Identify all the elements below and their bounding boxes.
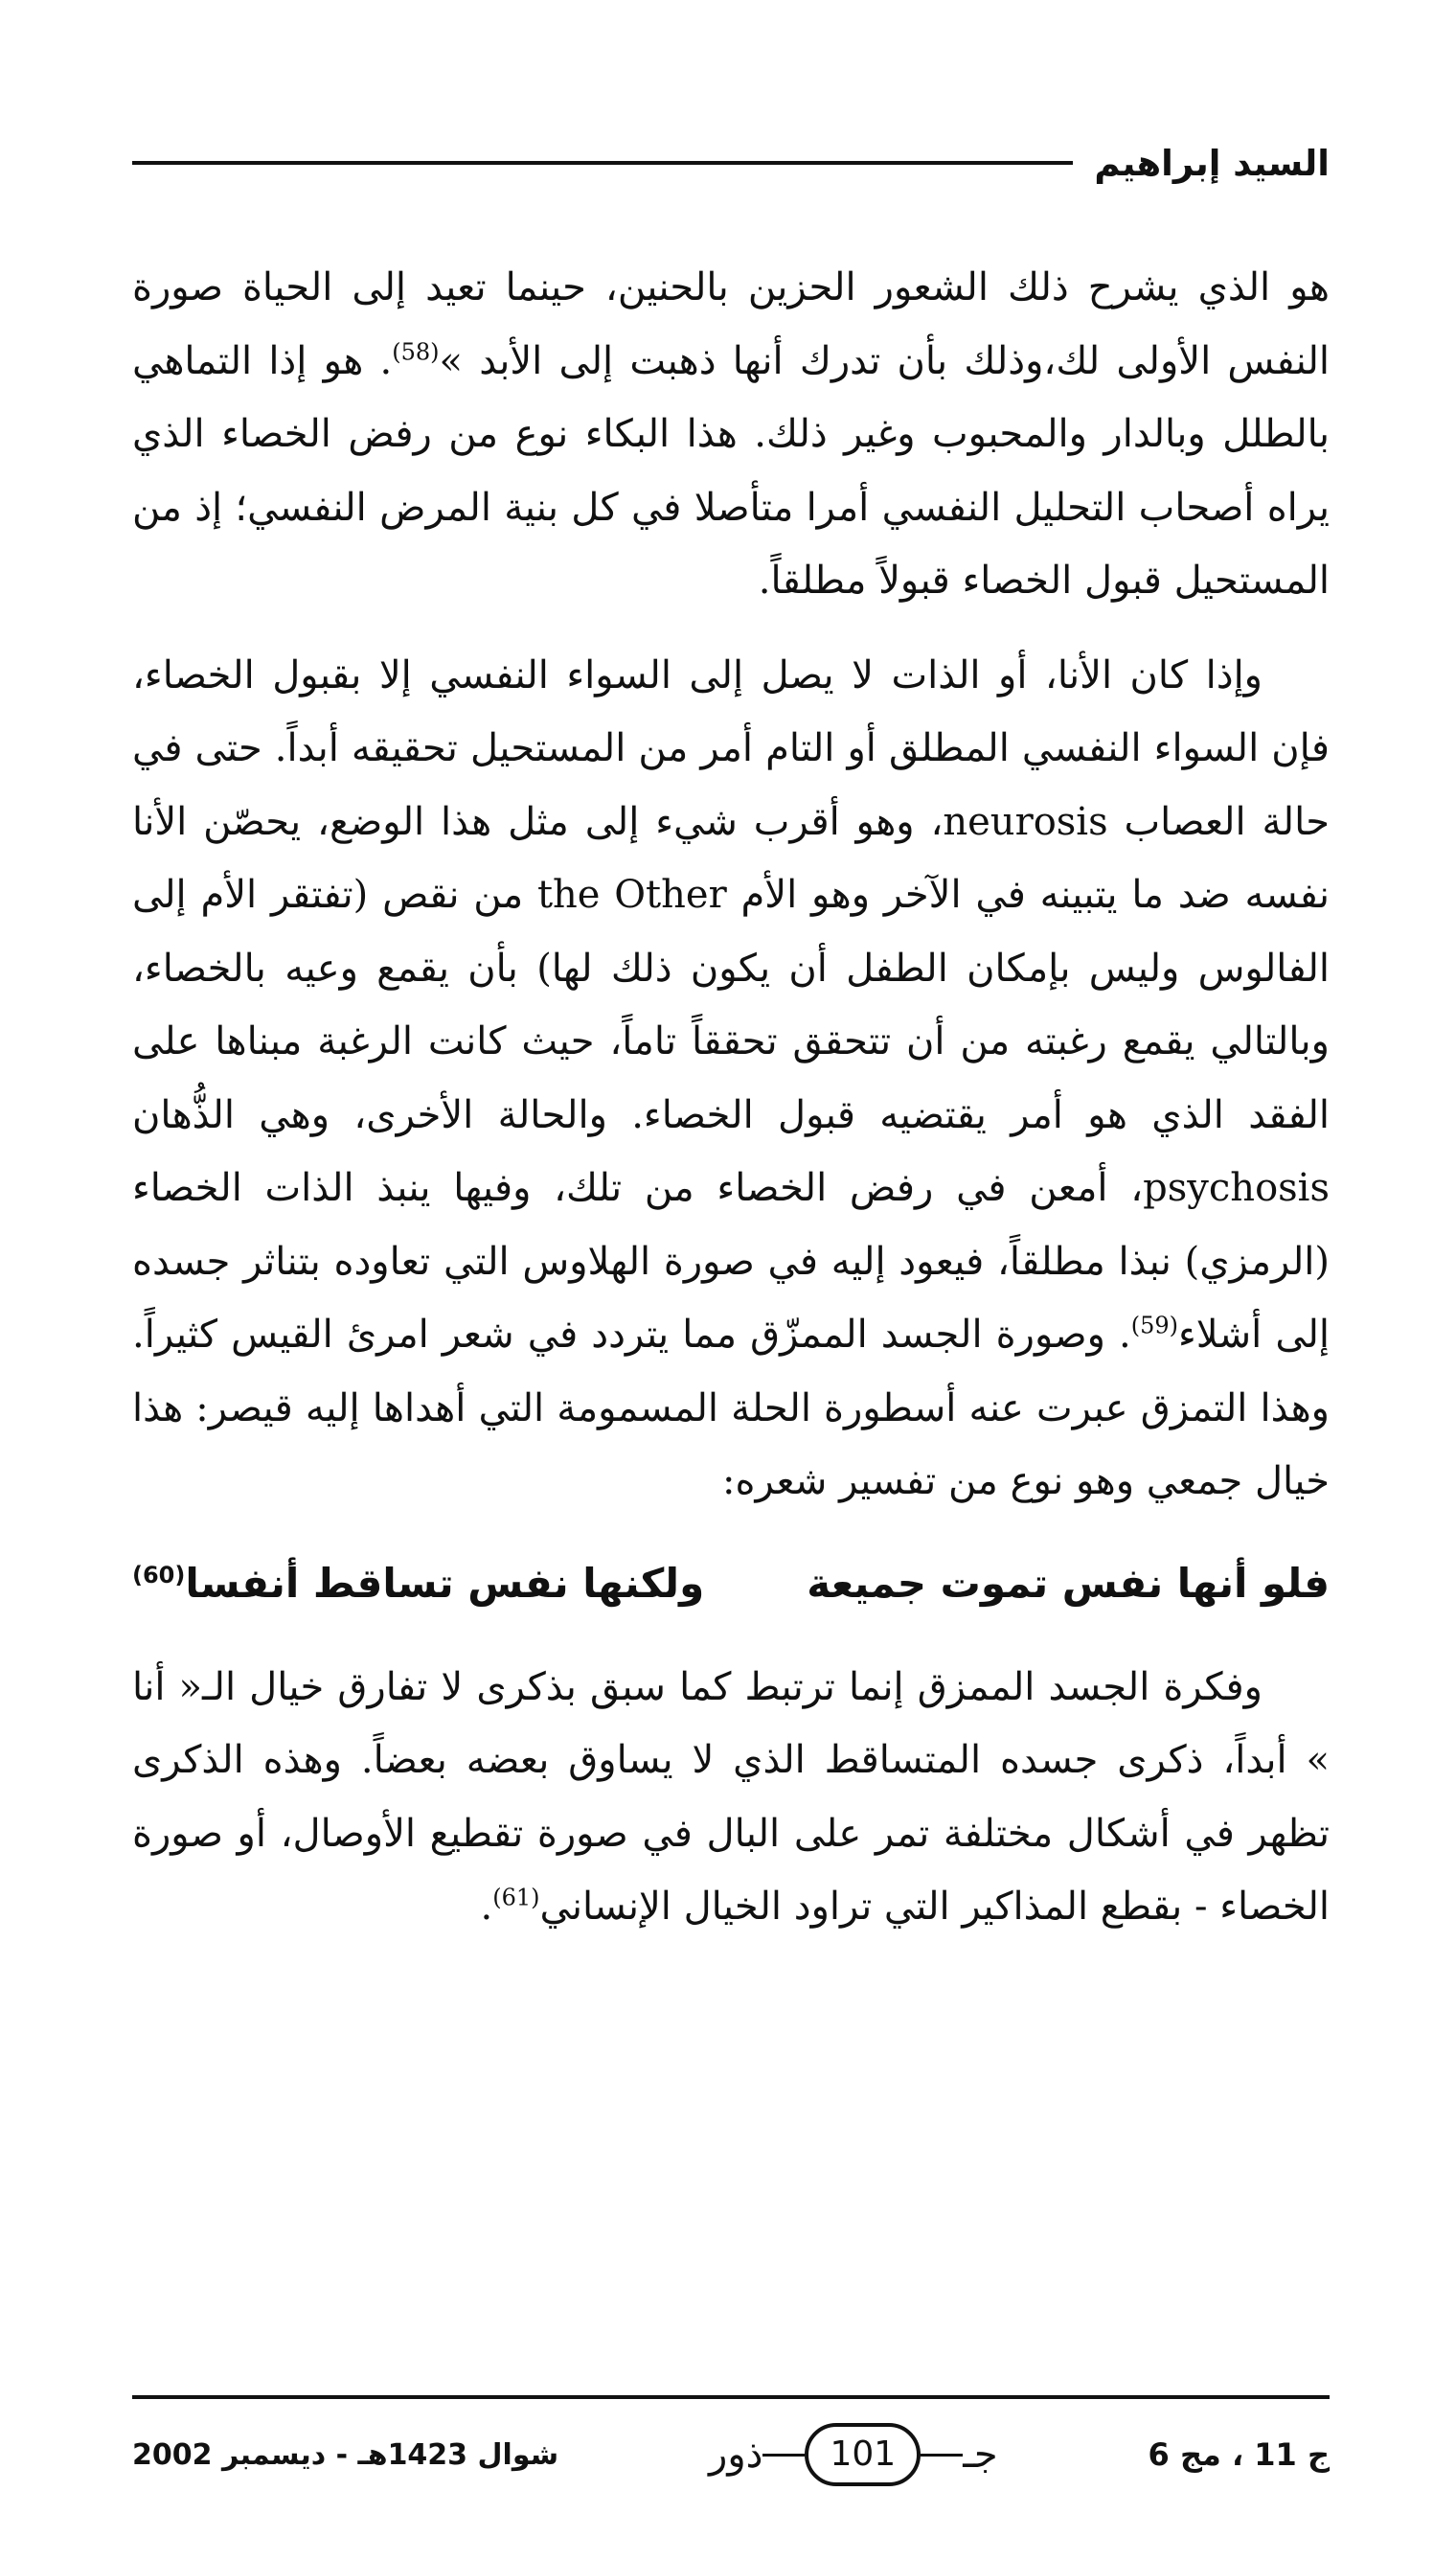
paragraph-2 <box>132 639 1330 1519</box>
verse-second-hemistich-text: ولكنها نفس تساقط أنفسا <box>185 1559 705 1607</box>
journal-logo-line <box>762 2454 805 2457</box>
paragraph-1 <box>132 251 1330 618</box>
verse-line <box>132 1545 1330 1622</box>
paragraph-2-text-c: من نقص (تفتقر الأم إلى الفالوس وليس بإمكان الطفل أن يكون ذلك لها) بأن يقمع وعيه بالخصاء، وبالتالي يقمع رغبته من أن تتحقق تحققاً تاماً، حيث كانت الرغبة مبناها على الفقد الذي هو أمر يقتضيه قبول الخصاء. والحالة الأخرى، وهي الذُّهان <box>132 873 1330 1137</box>
paragraph-3 <box>132 1651 1330 1944</box>
header-rule <box>132 161 1073 165</box>
paragraph-3-end: . <box>480 1885 493 1929</box>
paragraph-1-end: . هو إذا التماهي بالطلل وبالدار والمحبوب وغير ذلك. هذا البكاء نوع من رفض الخصاء الذي يراه أصحاب التحليل النفسي أمرا متأصلا في كل بنية المرض النفسي؛ إذ من المستحيل قبول الخصاء قبولاً مطلقاً. <box>132 338 1330 603</box>
journal-logo-left: جـ <box>963 2433 998 2477</box>
verse-first-hemistich: فلو أنها نفس تموت جميعة <box>807 1559 1330 1607</box>
term-psychosis: psychosis <box>1143 1166 1330 1210</box>
page-footer <box>132 2416 1330 2493</box>
journal-logo-right: ذور <box>709 2433 763 2477</box>
article-body <box>132 251 1330 1944</box>
footer-issue: ج 11 ، مج 6 <box>1148 2436 1330 2473</box>
footnote-ref-61: (61) <box>492 1884 540 1911</box>
paragraph-2-text-e: . وصورة الجسد الممزّق مما يتردد في شعر امرئ القيس كثيراً. وهذا التمزق عبرت عنه أسطورة الحلة المسمومة التي أهداها إليه قيصر: هذا خيال جمعي وهو نوع من تفسير شعره: <box>132 1313 1330 1503</box>
paragraph-3-text: وفكرة الجسد الممزق إنما ترتبط كما سبق بذكرى لا تفارق خيال الـ« أنا » أبداً، ذكرى جسده المتساقط الذي لا يساوق بعضه بعضاً. وهذه الذكرى تظهر في أشكال مختلفة تمر على البال في صورة تقطيع الأوصال، أو صورة الخصاء - بقطع المذاكير التي تراود الخيال الإنساني <box>132 1664 1330 1929</box>
footnote-ref-58: (58) <box>392 338 440 366</box>
verse-second-hemistich <box>132 1545 704 1622</box>
paragraph-2-text-d: ، أمعن في رفض الخصاء من تلك، وفيها ينبذ الذات الخصاء (الرمزي) نبذا مطلقاً، فيعود إليه في صورة الهلاوس التي تعاوده بتناثر جسده إلى أشلاء <box>132 1166 1330 1357</box>
page-number: 101 <box>805 2423 921 2486</box>
paragraph-2-text-b: ، وهو أقرب شيء إلى مثل هذا الوضع، يحصّن الأنا نفسه ضد ما يتبينه في الآخر وهو الأم <box>132 799 1330 917</box>
running-header <box>132 134 1330 192</box>
footer-date: شوال 1423هـ - ديسمبر 2002 <box>132 2437 559 2472</box>
footnote-ref-59: (59) <box>1130 1312 1178 1339</box>
paragraph-2-text-a: وإذا كان الأنا، أو الذات لا يصل إلى السواء النفسي إلا بقبول الخصاء، فإن السواء النفسي المطلق أو التام أمر من المستحيل تحقيقه أبداً. حتى في حالة العصاب <box>132 652 1331 844</box>
paragraph-1-text: هو الذي يشرح ذلك الشعور الحزين بالحنين، حينما تعيد إلى الحياة صورة النفس الأولى لك،وذلك بأن تدرك أنها ذهبت إلى الأبد » <box>132 265 1330 383</box>
term-neurosis: neurosis <box>943 799 1108 844</box>
term-the-other: the Other <box>536 873 727 917</box>
journal-logo-line <box>921 2454 963 2457</box>
journal-logo <box>709 2423 998 2486</box>
header-author: السيد إبراهيم <box>1094 142 1330 184</box>
footnote-ref-60: (60) <box>132 1561 186 1589</box>
footer-rule <box>132 2395 1330 2399</box>
